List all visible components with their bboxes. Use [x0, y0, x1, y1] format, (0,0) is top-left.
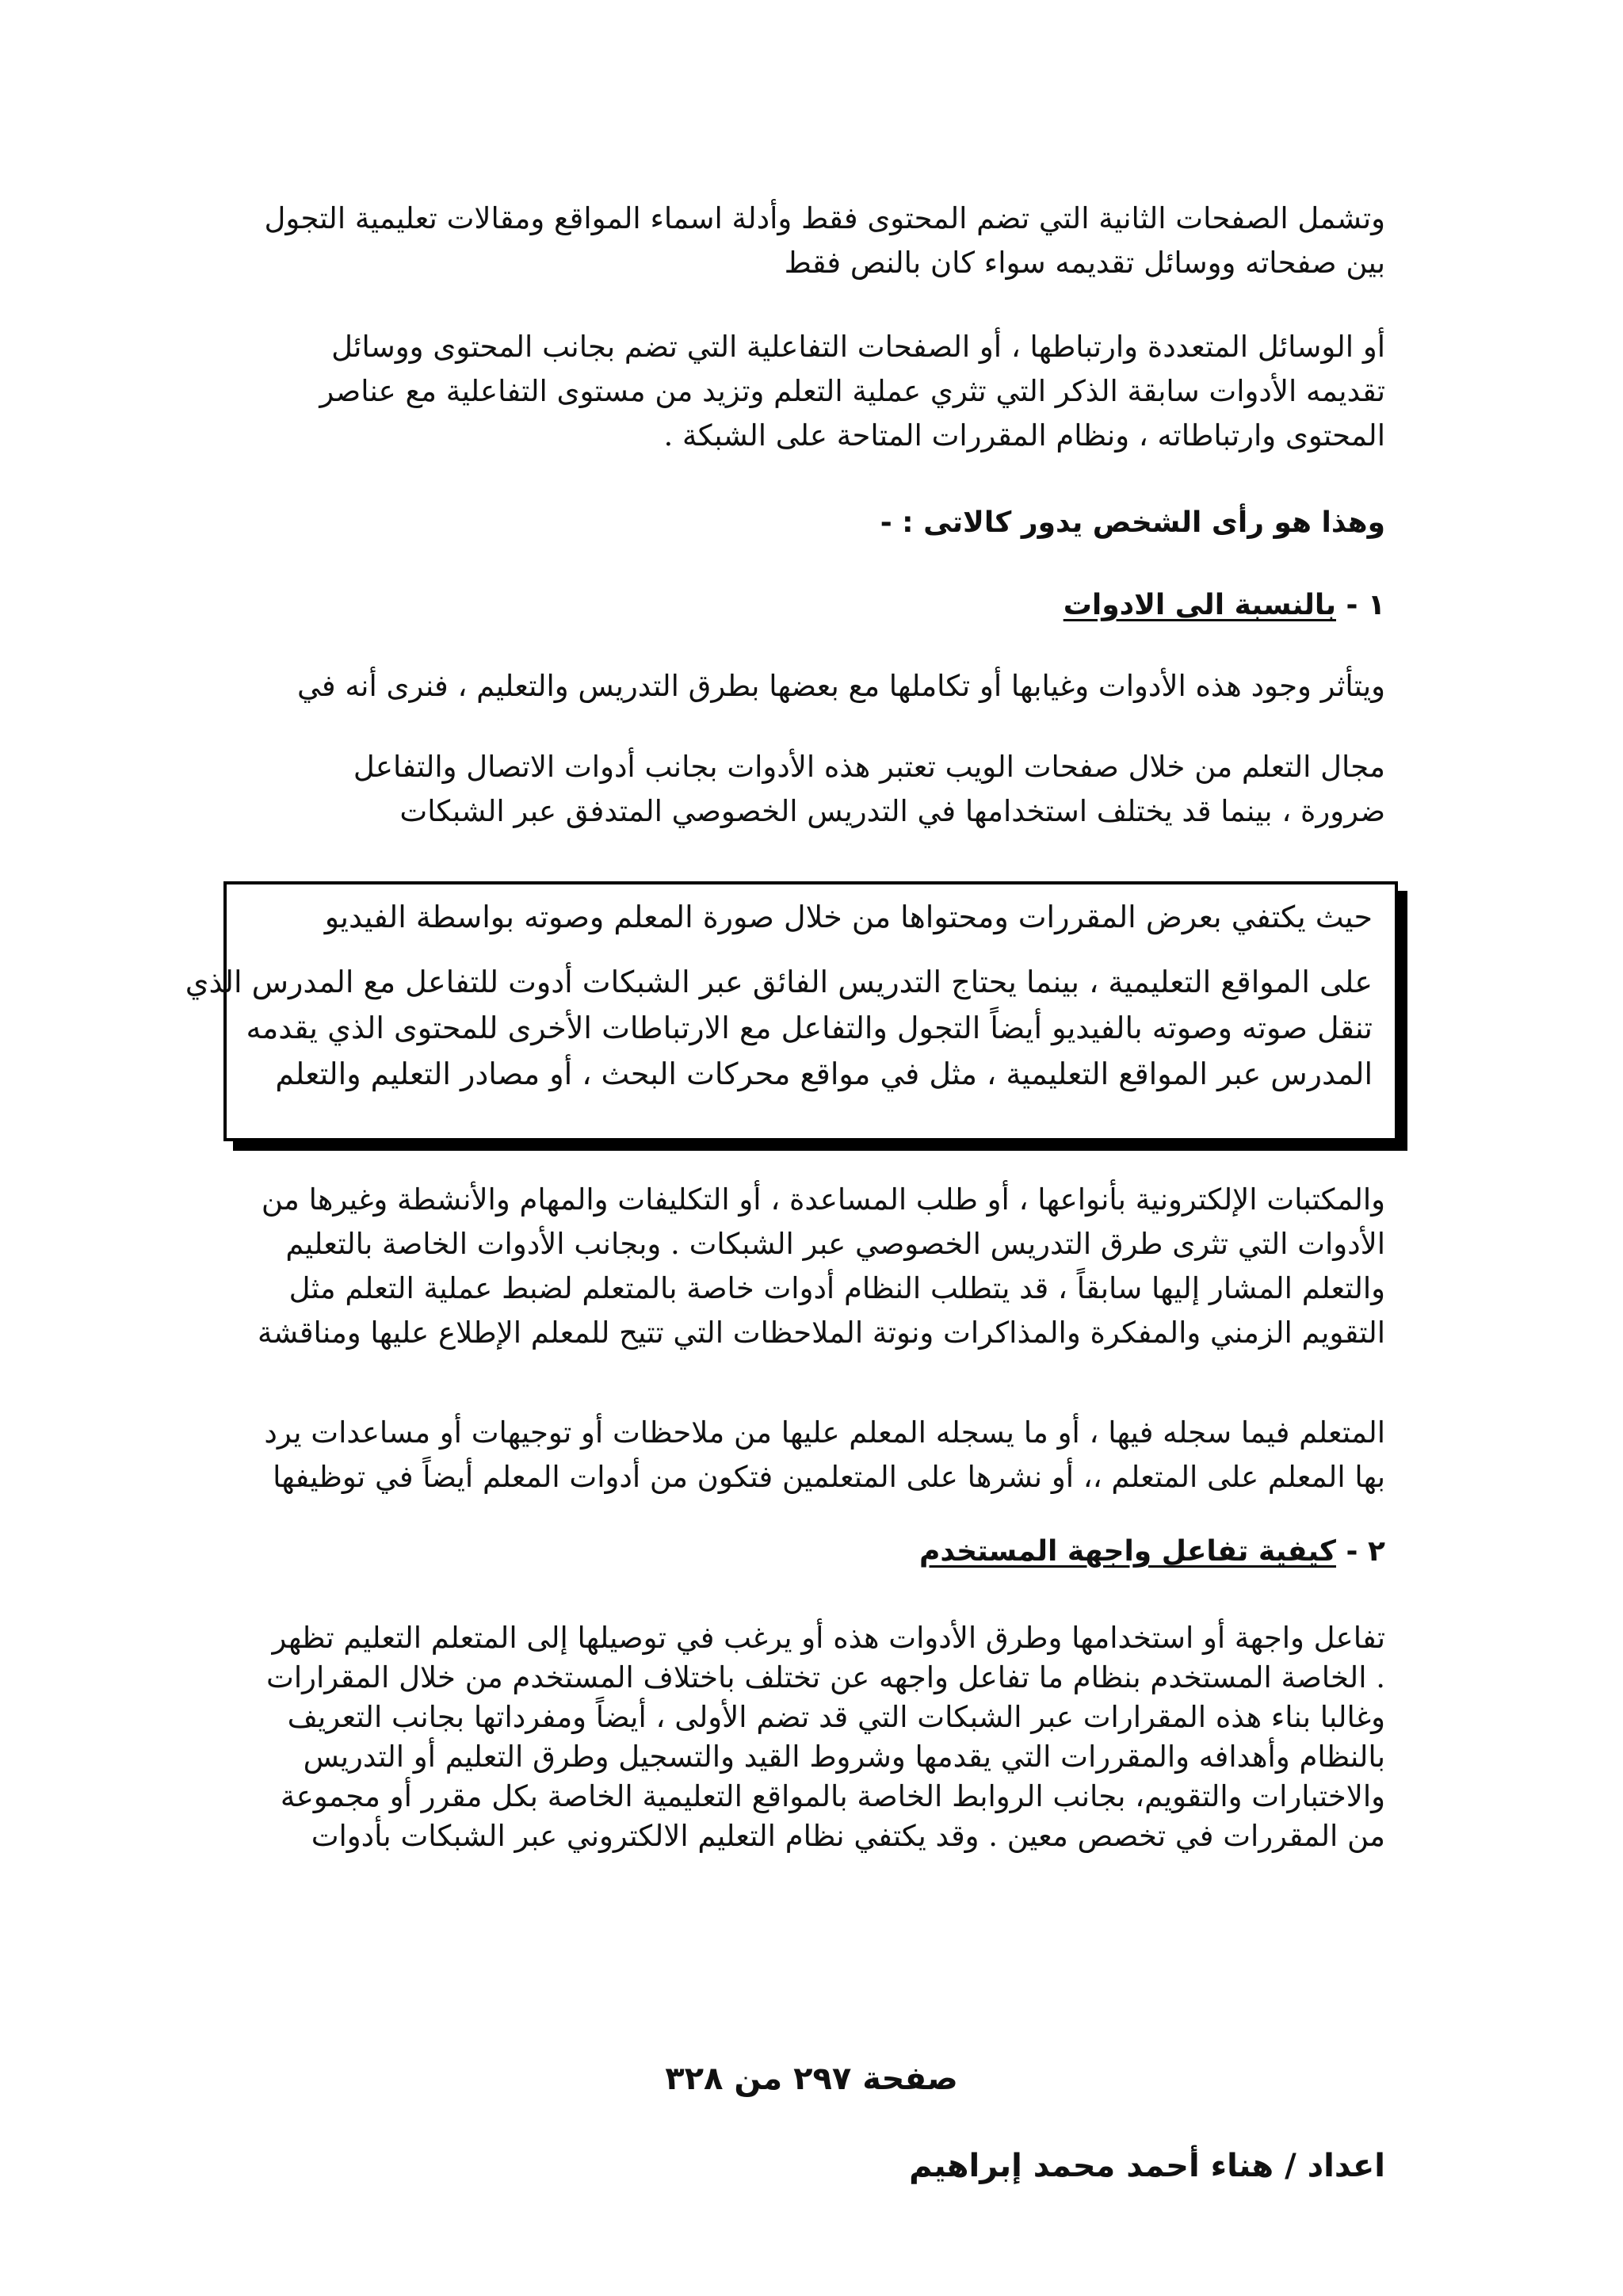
section-number: ٢ -	[1346, 1535, 1385, 1568]
paragraph-line: والمكتبات الإلكترونية بأنواعها ، أو طلب المساعدة ، أو التكليفات والمهام والأنشطة وغيرها من	[261, 1182, 1385, 1217]
paragraph-3	[236, 664, 1385, 709]
paragraph-line: ويتأثر وجود هذه الأدوات وغيابها أو تكاملها مع بعضها بطرق التدريس والتعليم ، فنرى أنه في	[297, 669, 1385, 703]
framed-text-box	[185, 881, 1398, 1141]
section-number: ١ -	[1346, 589, 1385, 621]
paragraph-line: الأدوات التي تثرى طرق التدريس الخصوصي عبر الشبكات . وبجانب الأدوات الخاصة بالتعليم	[285, 1227, 1385, 1261]
author-credit: اعداد / هناء أحمد محمد إبراهيم	[909, 2148, 1385, 2184]
paragraph-line: المحتوى وارتباطاته ، ونظام المقررات المتاحة على الشبكة .	[663, 418, 1385, 453]
paragraph-line: أو الوسائل المتعددة وارتباطها ، أو الصفحات التفاعلية التي تضم بجانب المحتوى ووسائل	[331, 330, 1385, 364]
section-title: كيفية تفاعل واجهة المستخدم	[918, 1535, 1336, 1568]
paragraph-line: تقديمه الأدوات سابقة الذكر التي تثري عملية التعلم وتزيد من مستوى التفاعلية مع عناصر	[319, 374, 1385, 408]
paragraph-line: تفاعل واجهة أو استخدامها وطرق الأدوات هذه أو يرغب في توصيلها إلى المتعلم التعليم تظهر	[272, 1621, 1385, 1655]
box-line: حيث يكتفي بعرض المقررات ومحتواها من خلال صورة المعلم وصوته بواسطة الفيديو	[324, 900, 1373, 934]
paragraph-line: بها المعلم على المتعلم ،، أو نشرها على المتعلمين فتكون من أدوات المعلم أيضاً في توظيفها	[273, 1460, 1385, 1494]
main-heading	[236, 501, 1385, 545]
paragraph-line: التقويم الزمني والمفكرة والمذاكرات ونوتة الملاحظات التي تتيح للمعلم الإطلاع عليها ومناقشة	[258, 1316, 1385, 1350]
paragraph-line: وغالبا بناء هذه المقرارات عبر الشبكات التي قد تضم الأولى ، أيضاً ومفرداتها بجانب التعريف	[287, 1700, 1385, 1734]
heading-text: وهذا هو رأى الشخص يدور كالاتى : -	[880, 506, 1385, 539]
paragraph-line: من المقررات في تخصص معين . وقد يكتفي نظام التعليم الالكتروني عبر الشبكات بأدوات	[311, 1819, 1385, 1853]
paragraph-line: بين صفحاته ووسائل تقديمه سواء كان بالنص فقط	[784, 246, 1385, 280]
box-line: المدرس عبر المواقع التعليمية ، مثل في مواقع محركات البحث ، أو مصادر التعليم والتعلم	[275, 1056, 1373, 1091]
paragraph-6	[236, 1411, 1385, 1499]
paragraph-1	[236, 197, 1385, 285]
page-number: صفحة ٢٩٧ من ٣٢٨	[665, 2061, 958, 2097]
section-2-heading	[236, 1530, 1385, 1574]
paragraph-2	[236, 325, 1385, 458]
box-line: تنقل صوته وصوته بالفيديو أيضاً التجول والتفاعل مع الارتباطات الأخرى للمحتوى الذي يقدمه	[246, 1010, 1373, 1045]
box-line: على المواقع التعليمية ، بينما يحتاج التدريس الفائق عبر الشبكات أدوت للتفاعل مع المدرس الذي	[185, 965, 1373, 999]
paragraph-line: بالنظام وأهدافه والمقررات التي يقدمها وشروط القيد والتسجيل وطرق التعليم أو التدريس	[303, 1740, 1385, 1774]
paragraph-line: مجال التعلم من خلال صفحات الويب تعتبر هذه الأدوات بجانب أدوات الاتصال والتفاعل	[353, 750, 1385, 784]
paragraph-5	[236, 1178, 1385, 1355]
paragraph-line: والاختبارات والتقويم، بجانب الروابط الخاصة بالمواقع التعليمية الخاصة بكل مقرر أو مجموعة	[280, 1779, 1385, 1813]
paragraph-line: وتشمل الصفحات الثانية التي تضم المحتوى فقط وأدلة اسماء المواقع ومقالات تعليمية التجول	[264, 201, 1385, 235]
paragraph-line: والتعلم المشار إليها سابقاً ، قد يتطلب النظام أدوات خاصة بالمتعلم لضبط عملية التعلم مثل	[288, 1271, 1385, 1305]
paragraph-7	[236, 1618, 1385, 1856]
section-title: بالنسبة الى الادوات	[1063, 589, 1336, 621]
paragraph-4	[236, 745, 1385, 834]
section-1-heading	[236, 583, 1385, 628]
paragraph-line: ضرورة ، بينما قد يختلف استخدامها في التدريس الخصوصي المتدفق عبر الشبكات	[399, 794, 1385, 828]
paragraph-line: . الخاصة المستخدم بنظام ما تفاعل واجهه عن تختلف باختلاف المستخدم من خلال المقرارات	[266, 1660, 1385, 1694]
paragraph-line: المتعلم فيما سجله فيها ، أو ما يسجله المعلم عليها من ملاحظات أو توجيهات أو مساعدات يرد	[264, 1415, 1385, 1450]
